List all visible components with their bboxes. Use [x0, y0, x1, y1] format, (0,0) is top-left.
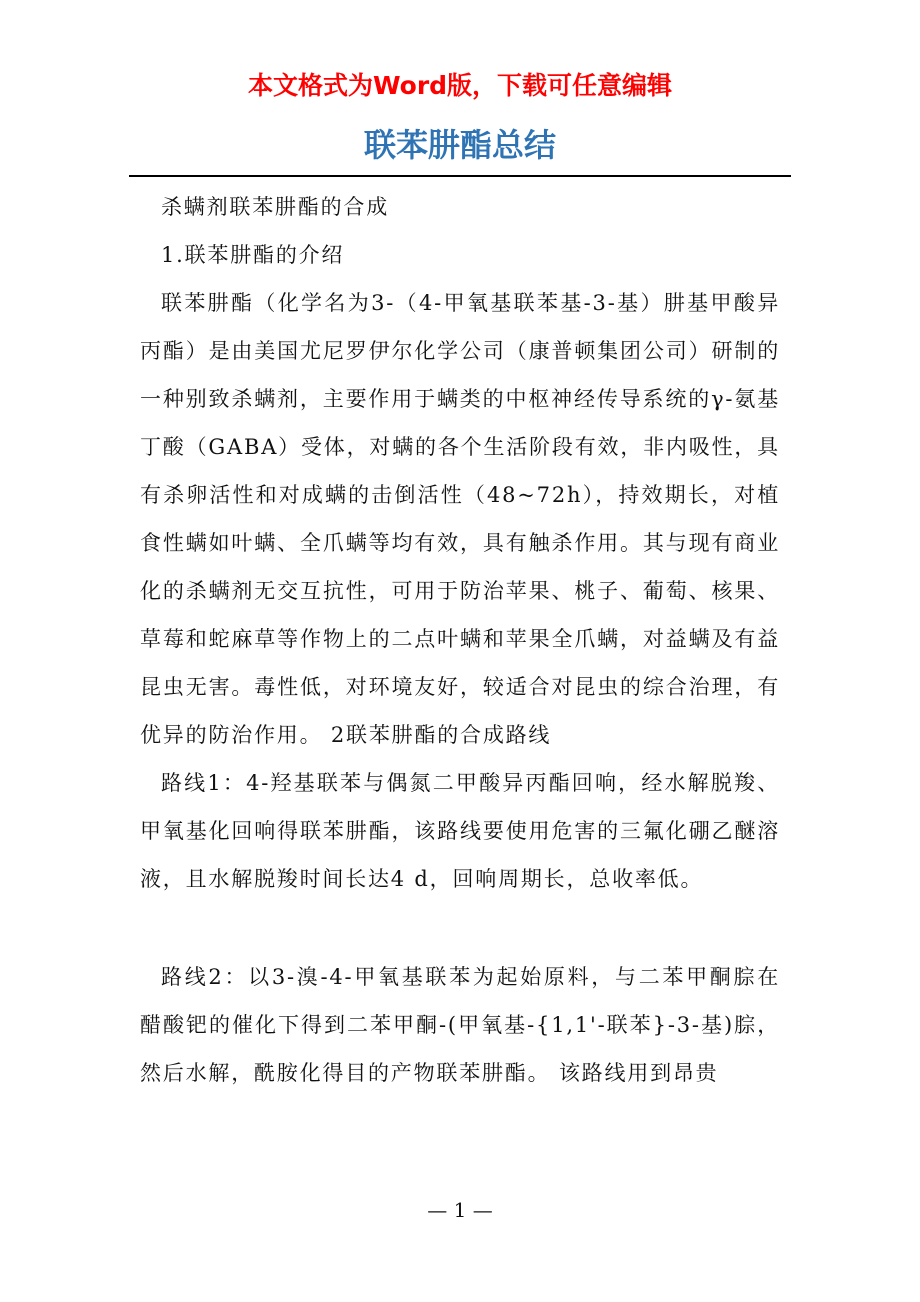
paragraph-route-1: 路线1：4-羟基联苯与偶氮二甲酸异丙酯回响，经水解脱羧、甲氧基化回响得联苯肼酯，该路线要使用危害的三氟化硼乙醚溶液，且水解脱羧时间长达4 d，回响周期长，总收率低。: [140, 771, 780, 891]
document-title: 联苯肼酯总结: [363, 126, 556, 164]
paragraph-introduction: 联苯肼酯（化学名为3-（4-甲氧基联苯基-3-基）肼基甲酸异丙酯）是由美国尤尼罗伊尔化学公司（康普顿集团公司）研制的一种别致杀螨剂，主要作用于螨类的中枢神经传导系统的γ-氨基丁酸（GABA）受体，对螨的各个生活阶段有效，非内吸性，具有杀卵活性和对成螨的击倒活性（48~72h），持效期长，对植食性螨如叶螨、全爪螨等均有效，具有触杀作用。其与现有商业化的杀螨剂无交互抗性，可用于防治苹果、桃子、葡萄、核果、草莓和蛇麻草等作物上的二点叶螨和苹果全爪螨，对益螨及有益昆虫无害。毒性低，对环境友好，较适合对昆虫的综合治理，有优异的防治作用。 2联苯肼酯的合成路线: [140, 291, 780, 747]
paragraph-intro-heading: 杀螨剂联苯肼酯的合成: [161, 195, 389, 219]
document-body: [140, 183, 780, 1097]
paragraph-route-2: 路线2：以3-溴-4-甲氧基联苯为起始原料，与二苯甲酮腙在醋酸钯的催化下得到二苯甲酮-(甲氧基-{1,1'-联苯}-3-基)腙，然后水解，酰胺化得目的产物联苯肼酯。 该路线用到昂贵: [140, 965, 780, 1085]
download-notice-banner: 本文格式为Word版，下载可任意编辑: [247, 71, 673, 100]
title-divider: [129, 175, 791, 177]
section-heading-introduction: 1.联苯肼酯的介绍: [161, 243, 345, 267]
paragraph-spacer: [140, 903, 780, 953]
page-number: — 1 —: [427, 1198, 493, 1222]
